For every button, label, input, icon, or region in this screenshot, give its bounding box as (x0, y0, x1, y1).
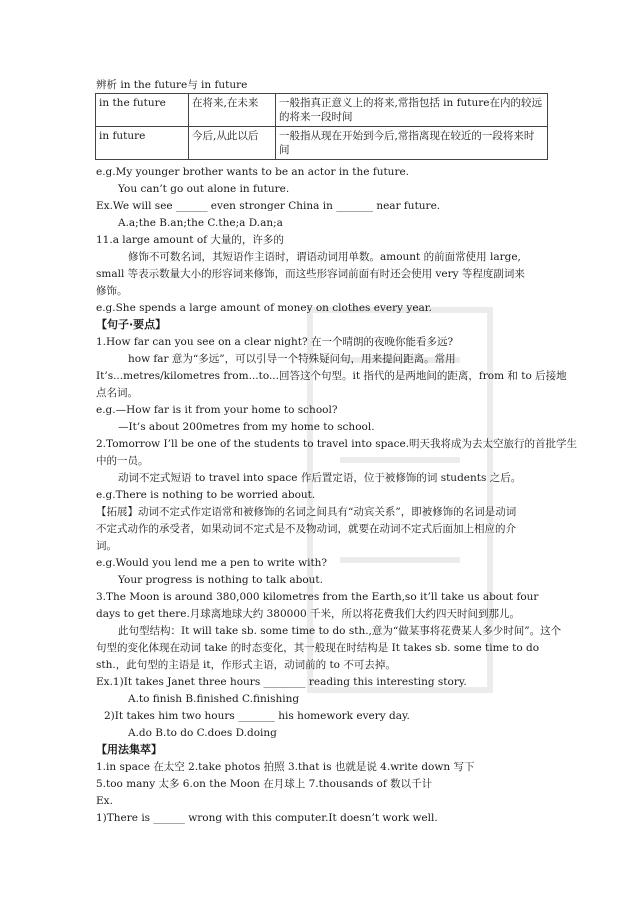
example-line: e.g.Would you lend me a pen to write with? (96, 557, 328, 569)
text-line: 句型的变化体现在动词 take 的时态变化，其一般现在时结构是 It takes sb. some time to do (96, 642, 540, 654)
exercise-options: A.a;the B.an;the C.the;a D.an;a (118, 217, 283, 229)
text-line: 中的一员。 (96, 455, 149, 467)
text-line: small 等表示数量大小的形容词来修饰，而这些形容词前面有时还会使用 very 等程度副词来 (96, 268, 525, 280)
exercise-line: 1)There is ______ wrong with this computer.It doesn’t work well. (96, 812, 438, 824)
exercise-line: Ex.1)It takes Janet three hours ________ reading this interesting story. (96, 676, 467, 688)
sentence-line: 2.Tomorrow I’ll be one of the students to travel into space.明天我将成为去太空旅行的首批学生 (96, 438, 578, 450)
example-line: e.g.My younger brother wants to be an actor in the future. (96, 166, 410, 178)
text-line: 词。 (96, 540, 117, 552)
section-heading: 【用法集萃】 (96, 743, 162, 756)
exercise-line: Ex.We will see ______ even stronger China in _______ near future. (96, 200, 441, 212)
text-line: It’s...metres/kilometres from...to...回答这个句型。it 指代的是两地间的距离，from 和 to 后接地 (96, 370, 567, 382)
text-line: 动词不定式短语 to travel into space 作后置定语，位于被修饰的词 students 之后。 (118, 472, 522, 484)
example-line: You can’t go out alone in future. (118, 183, 290, 195)
comparison-table (95, 93, 548, 160)
text-line: sth.，此句型的主语是 it，作形式主语，动词前的 to 不可去掉。 (96, 659, 396, 671)
exercise-options: A.do B.to do C.does D.doing (128, 727, 277, 739)
example-line: e.g.There is nothing to be worried about. (96, 489, 316, 501)
section-heading: 【句子·要点】 (96, 318, 167, 331)
exercise-line: 2)It takes him two hours _______ his homework every day. (104, 710, 410, 722)
text-line: 不定式动作的承受者，如果动词不定式是不及物动词，就要在动词不定式后面加上相应的介 (96, 523, 516, 535)
phrase-list-line: 1.in space 在太空 2.take photos 拍照 3.that is 也就是说 4.write down 写下 (96, 761, 475, 773)
table-cell-term: in the future (96, 94, 189, 127)
example-line: e.g.She spends a large amount of money on clothes every year. (96, 302, 433, 314)
sentence-line: 3.The Moon is around 380,000 kilometres from the Earth,so it’ll take us about four (96, 591, 539, 603)
table-cell-usage: 一般指从现在开始到今后,常指离现在较近的一段将来时间 (276, 127, 548, 160)
example-line: —It’s about 200metres from my home to school. (118, 421, 375, 433)
text-line: 修饰不可数名词，其短语作主语时，谓语动词用单数。amount 的前面常使用 large, (128, 251, 521, 263)
text-line: 点名词。 (96, 387, 138, 399)
table-cell-meaning: 今后,从此以后 (189, 127, 276, 160)
table-cell-meaning: 在将来,在未来 (189, 94, 276, 127)
extension-line: 【拓展】动词不定式作定语常和被修饰的名词之间具有“动宾关系”，即被修饰的名词是动词 (96, 506, 517, 518)
example-line: e.g.—How far is it from your home to school? (96, 404, 338, 416)
sentence-line: 1.How far can you see on a clear night? 在一个晴朗的夜晚你能看多远? (96, 336, 454, 348)
vocab-heading: 11.a large amount of 大量的，许多的 (96, 234, 284, 246)
text-line: 此句型结构：It will take sb. some time to do sth.,意为“做某事将花费某人多少时间”。这个 (118, 625, 562, 637)
section-title: 辨析 in the future与 in future (96, 79, 248, 91)
phrase-list-line: 5.too many 太多 6.on the Moon 在月球上 7.thousands of 数以千计 (96, 778, 433, 790)
text-line: days to get there.月球离地球大约 380000 千米，所以将花费我们大约四天时间到那儿。 (96, 608, 521, 620)
example-line: Your progress is nothing to talk about. (118, 574, 323, 586)
table-cell-usage: 一般指真正意义上的将来,常指包括 in future在内的较远的将来一段时间 (276, 94, 548, 127)
text-line: how far 意为“多远”，可以引导一个特殊疑问句，用来提问距离。常用 (128, 353, 456, 365)
text-line: 修饰。 (96, 285, 128, 297)
exercise-options: A.to finish B.finished C.finishing (128, 693, 300, 705)
table-cell-term: in future (96, 127, 189, 160)
exercise-label: Ex. (96, 795, 113, 807)
table-row (96, 94, 548, 127)
table-row (96, 127, 548, 160)
